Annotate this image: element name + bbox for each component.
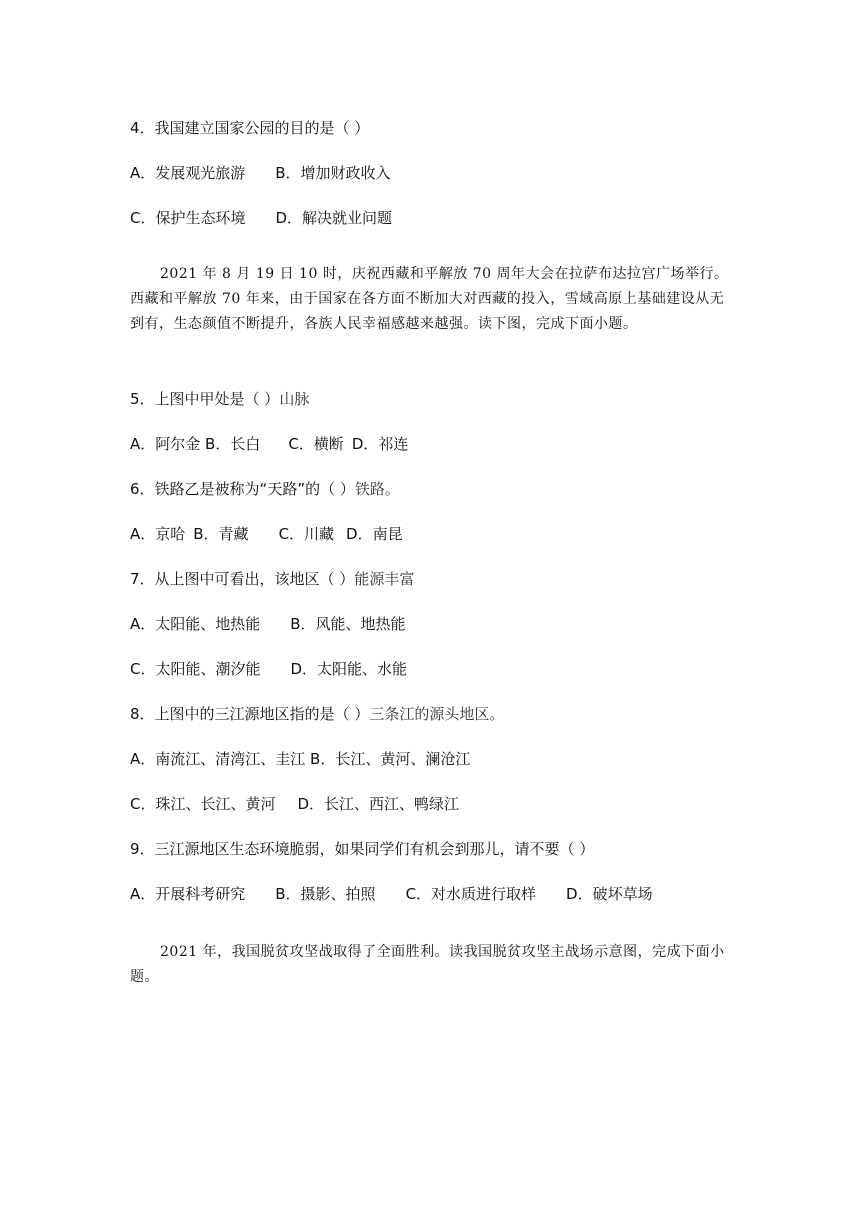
option-c: C．对水质进行取样	[405, 885, 537, 903]
option-d: D．长江、西江、鸭绿江	[297, 795, 460, 813]
option-a: A．京哈	[130, 525, 186, 543]
option-a-b: A．阿尔金 B．长白	[130, 435, 261, 453]
option-d: D．解决就业问题	[275, 209, 393, 227]
option-c: C．川藏	[278, 525, 335, 543]
option-c: C．珠江、长江、黄河	[130, 795, 276, 813]
question-7-options-row-1	[130, 614, 406, 634]
question-8-options-row-2	[130, 794, 459, 814]
stem-text: 5．上图中甲处是（ ）	[130, 390, 280, 408]
question-4-options-row-2	[130, 208, 392, 228]
option-c: C．保护生态环境	[130, 209, 246, 227]
question-9-options	[130, 884, 653, 904]
stem-text: 7．从上图中可看出，该地区（ ）	[130, 570, 355, 588]
option-c: C．横断	[288, 435, 344, 453]
passage-tibet: 2021 年 8 月 19 日 10 时，庆祝西藏和平解放 70 周年大会在拉萨布达拉宫广场举行。西藏和平解放 70 年来，由于国家在各方面不断加大对西藏的投入，雪域高原上基础建设从无到有，生态颜值不断提升，各族人民幸福感越来越强。读下图，完成下面小题。	[130, 266, 729, 332]
passage-poverty: 2021 年，我国脱贫攻坚战取得了全面胜利。读我国脱贫攻坚主战场示意图，完成下面小题。	[130, 944, 725, 985]
option-a: A．发展观光旅游	[130, 164, 246, 182]
option-b: B．青藏	[193, 525, 249, 543]
option-d: D．祁连	[351, 435, 409, 453]
handwritten-note: 铁路。	[354, 480, 400, 498]
question-6-options	[130, 524, 403, 544]
question-5-stem	[130, 389, 309, 409]
option-d: D．太阳能、水能	[290, 660, 408, 678]
handwritten-note: 山脉	[279, 390, 310, 408]
stem-text: 8．上图中的三江源地区指的是（ ）	[130, 705, 370, 723]
question-8-stem	[130, 704, 504, 724]
option-a: A．开展科考研究	[130, 885, 246, 903]
stem-text: 6．铁路乙是被称为“天路”的（ ）	[130, 480, 355, 498]
option-b: B．风能、地热能	[290, 615, 406, 633]
option-b: B．增加财政收入	[275, 164, 391, 182]
question-5-options	[130, 434, 408, 454]
option-b: B．摄影、拍照	[275, 885, 376, 903]
handwritten-note: 三条江的源头地区。	[369, 705, 505, 723]
handwritten-note: 能源丰富	[354, 570, 415, 588]
question-7-options-row-2	[130, 659, 407, 679]
option-c: C．太阳能、潮汐能	[130, 660, 261, 678]
option-a: A．太阳能、地热能	[130, 615, 261, 633]
question-8-options-row-1	[130, 749, 470, 769]
option-d: D．南昆	[346, 525, 403, 543]
question-4-stem: 4．我国建立国家公园的目的是（ ）	[130, 119, 370, 137]
question-9-stem: 9．三江源地区生态环境脆弱，如果同学们有机会到那儿，请不要（ ）	[130, 840, 595, 858]
option-a-b: A．南流江、清湾江、圭江 B．长江、黄河、澜沧江	[130, 750, 471, 768]
option-d: D．破坏草场	[566, 885, 653, 903]
question-4-options-row-1	[130, 163, 391, 183]
question-7-stem	[130, 569, 414, 589]
question-6-stem	[130, 479, 400, 499]
